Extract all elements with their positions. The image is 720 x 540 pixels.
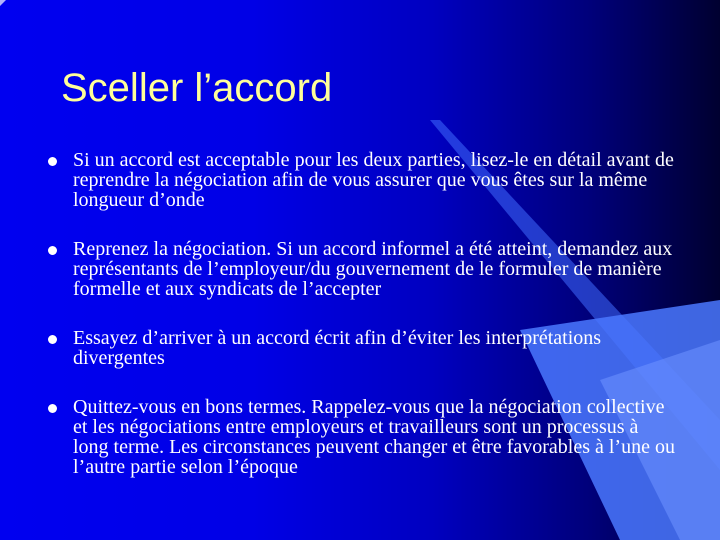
bullet-text: Si un accord est acceptable pour les deux parties, lisez-le en détail avant de reprendre la négociation afin de vous assurer que vous êtes sur la même longueur d’onde (73, 149, 674, 211)
bullet-item (46, 328, 676, 368)
bullet-item (46, 239, 676, 299)
bullet-dot-icon (48, 157, 57, 166)
bullet-dot-icon (48, 335, 57, 344)
bullet-text: Reprenez la négociation. Si un accord informel a été atteint, demandez aux représentants de l’employeur/du gouvernement de le formuler de manière formelle et aux syndicats de l’accepter (73, 238, 673, 300)
bullet-item (46, 150, 676, 210)
bullet-text: Essayez d’arriver à un accord écrit afin d’éviter les interprétations divergentes (73, 327, 602, 369)
bullet-item (46, 397, 676, 477)
slide-title: Sceller l’accord (61, 66, 333, 110)
corner-mark (0, 0, 6, 6)
bullet-list (46, 150, 676, 477)
bullet-dot-icon (48, 404, 57, 413)
bullet-dot-icon (48, 246, 57, 255)
bullet-text: Quittez-vous en bons termes. Rappelez-vous que la négociation collective et les négociations entre employeurs et travailleurs sont un processus à long terme. Les circonstances peuvent changer et être favorables à l’une ou l’autre partie selon l’époque (73, 396, 675, 478)
